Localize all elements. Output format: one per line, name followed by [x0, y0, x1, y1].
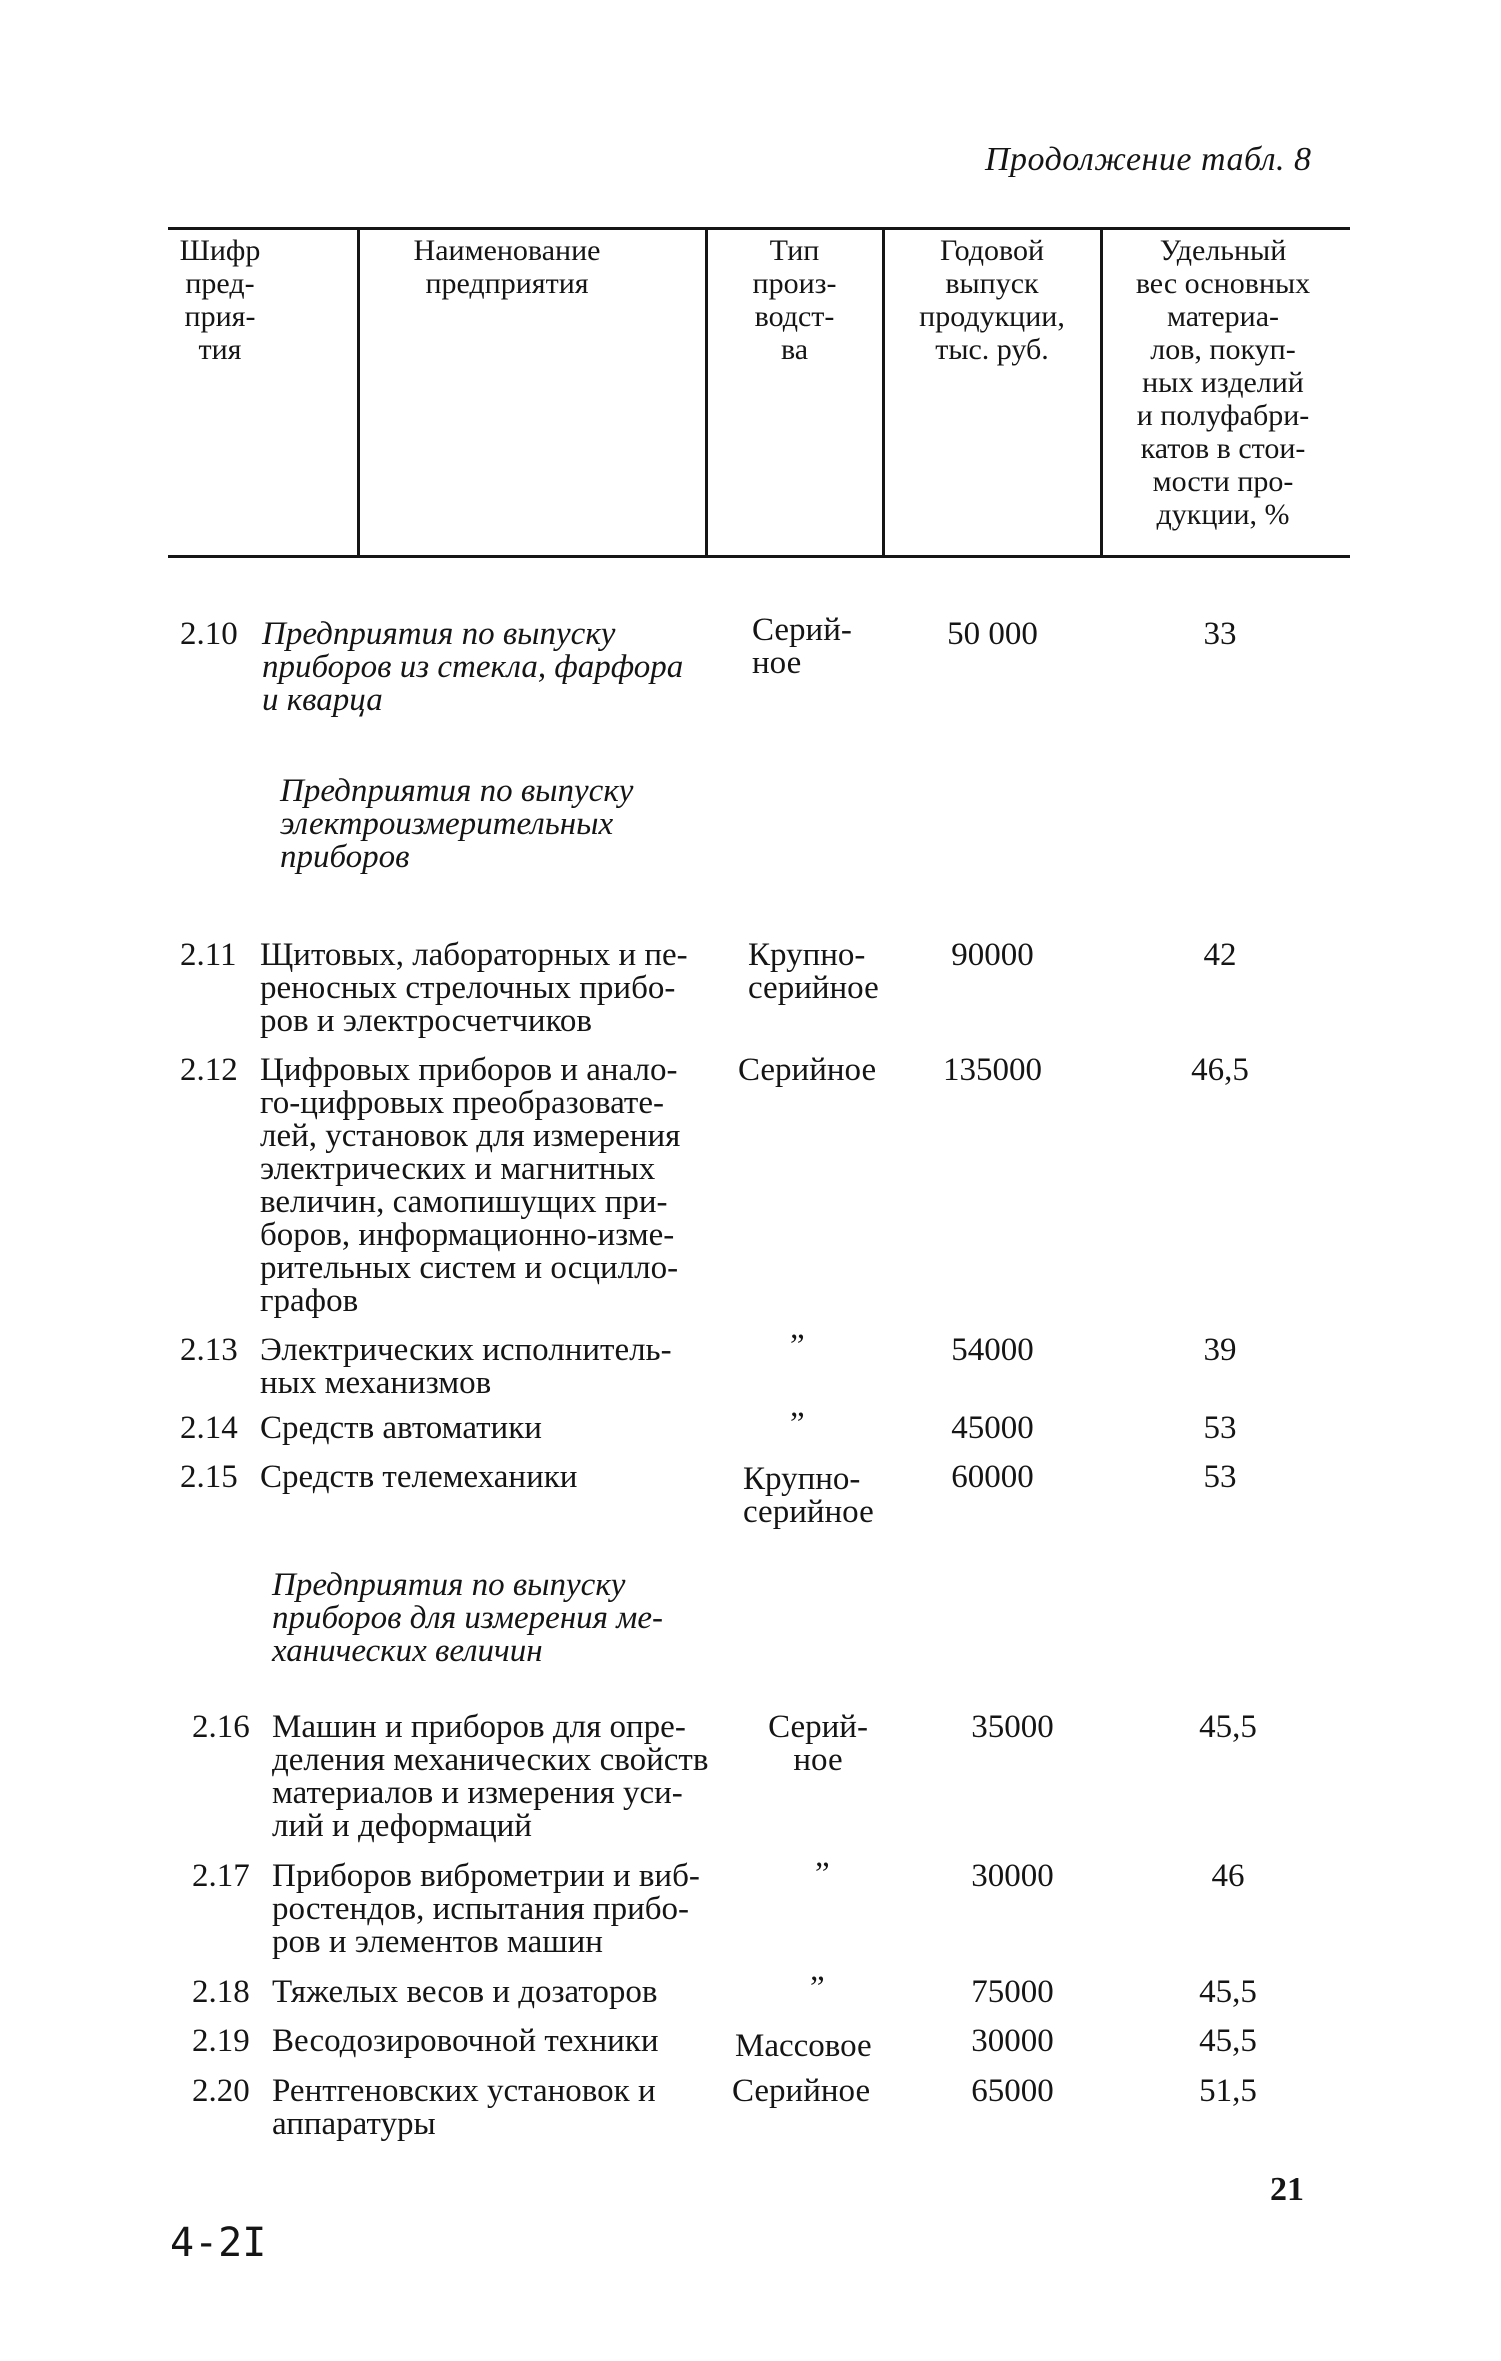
row-type: ” — [815, 1856, 830, 1892]
row-name: Предприятия по выпуску приборов из стекла, фарфора и кварца — [262, 616, 684, 718]
row-share: 46,5 — [1191, 1052, 1249, 1088]
row-share: 46 — [1211, 1858, 1245, 1894]
row-share: 53 — [1203, 1459, 1237, 1495]
row-type: Крупно- серийное — [748, 937, 879, 1006]
row-type: Серий- ное — [752, 612, 852, 681]
row-share: 53 — [1203, 1410, 1237, 1446]
row-output: 45000 — [951, 1410, 1034, 1446]
row-output: 30000 — [971, 2023, 1054, 2059]
group-heading: Предприятия по выпуску приборов для измерения ме- ханических величин — [272, 1567, 663, 1669]
row-name: Приборов виброметрии и виб- ростендов, испытания прибо- ров и элементов машин — [272, 1858, 700, 1960]
row-share: 51,5 — [1199, 2073, 1257, 2109]
row-type: Крупно- серийное — [743, 1461, 874, 1530]
row-code: 2.19 — [192, 2023, 250, 2059]
row-output: 75000 — [971, 1974, 1054, 2010]
row-code: 2.11 — [180, 937, 237, 973]
table-caption: Продолжение табл. 8 — [985, 141, 1312, 178]
row-type: Серийное — [738, 1052, 877, 1088]
row-share: 45,5 — [1199, 2023, 1257, 2059]
row-code: 2.16 — [192, 1709, 250, 1745]
row-share: 33 — [1203, 616, 1237, 652]
row-share: 45,5 — [1199, 1709, 1257, 1745]
row-share: 45,5 — [1199, 1974, 1257, 2010]
row-output: 50 000 — [947, 616, 1038, 652]
row-name: Тяжелых весов и дозаторов — [272, 1974, 658, 2010]
row-share: 42 — [1203, 937, 1237, 973]
row-code: 2.18 — [192, 1974, 250, 2010]
header-output: Годовой выпуск продукции, тыс. руб. — [919, 234, 1065, 366]
row-output: 35000 — [971, 1709, 1054, 1745]
page-number: 21 — [1270, 2171, 1304, 2208]
row-name: Электрических исполнитель- ных механизмов — [260, 1332, 672, 1401]
row-output: 30000 — [971, 1858, 1054, 1894]
row-code: 2.12 — [180, 1052, 238, 1088]
row-type: Серийное — [732, 2073, 871, 2109]
header-name: Наименование предприятия — [413, 234, 601, 300]
row-code: 2.10 — [180, 616, 238, 652]
row-code: 2.15 — [180, 1459, 238, 1495]
header-share: Удельный вес основных материа- лов, покуп- ных изделий и полуфабри- катов в стои- мости про- дукции, % — [1135, 234, 1311, 531]
row-name: Средств телемеханики — [260, 1459, 578, 1495]
header-code: Шифр пред- прия- тия — [179, 234, 261, 366]
group-heading: Предприятия по выпуску электроизмерительных приборов — [280, 773, 634, 875]
row-name: Цифровых приборов и анало- го-цифровых преобразовате- лей, установок для измерения электрических и магнитных величин, самопишущих при- боров, информационно-изме- рительных систем и осцилло- графов — [260, 1052, 681, 1319]
table-header-bottom-rule — [168, 555, 1350, 558]
row-code: 2.13 — [180, 1332, 238, 1368]
row-name: Рентгеновских установок и аппаратуры — [272, 2073, 656, 2142]
row-output: 54000 — [951, 1332, 1034, 1368]
column-divider-1 — [357, 229, 360, 556]
row-code: 2.20 — [192, 2073, 250, 2109]
row-share: 39 — [1203, 1332, 1237, 1368]
row-name: Средств автоматики — [260, 1410, 542, 1446]
row-type: Серий- ное — [768, 1709, 868, 1778]
table-top-rule — [168, 227, 1350, 230]
row-name: Щитовых, лабораторных и пе- реносных стрелочных прибо- ров и электросчетчиков — [260, 937, 688, 1039]
row-name: Машин и приборов для опре- деления механических свойств материалов и измерения уси- лий и деформаций — [272, 1709, 709, 1844]
row-output: 60000 — [951, 1459, 1034, 1495]
row-output: 135000 — [943, 1052, 1042, 1088]
row-type: ” — [810, 1970, 825, 2006]
row-type: ” — [790, 1406, 805, 1442]
row-code: 2.14 — [180, 1410, 238, 1446]
row-name: Весодозировочной техники — [272, 2023, 659, 2059]
row-output: 90000 — [951, 937, 1034, 973]
header-type: Тип произ- водст- ва — [752, 234, 837, 366]
sheet-code: 4-2I — [170, 2220, 267, 2266]
row-type: Массовое — [735, 2028, 872, 2064]
row-output: 65000 — [971, 2073, 1054, 2109]
row-code: 2.17 — [192, 1858, 250, 1894]
row-type: ” — [790, 1328, 805, 1364]
